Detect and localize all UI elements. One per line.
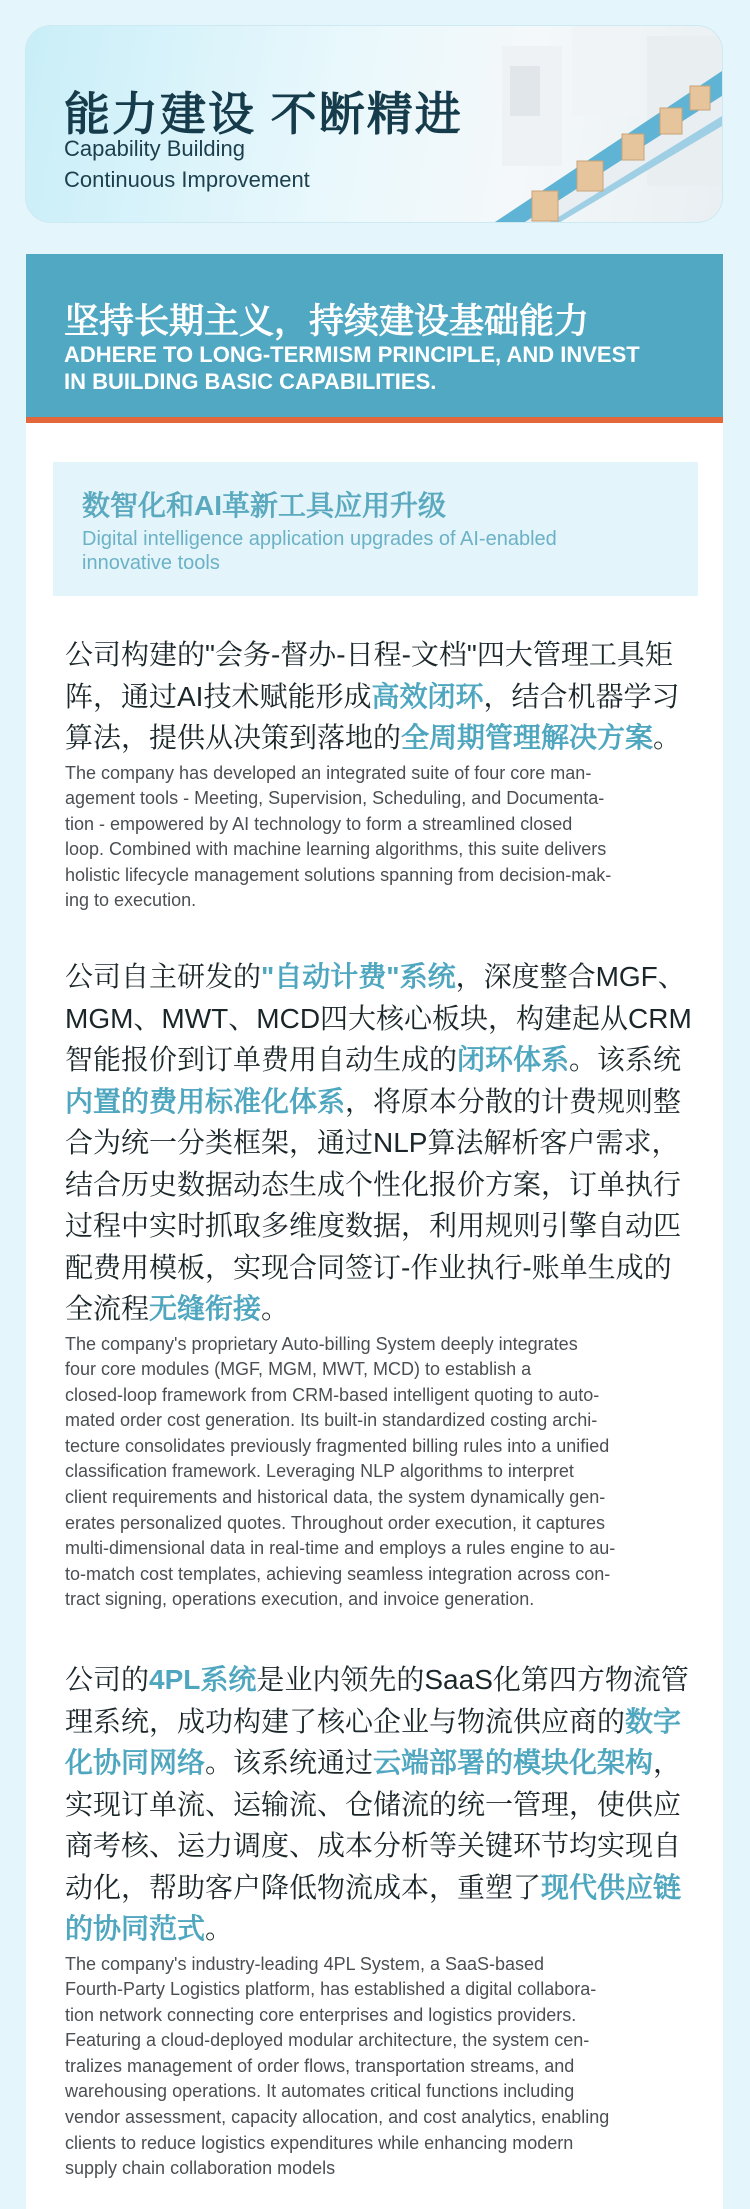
- chinese-text-line: [65, 1247, 705, 1289]
- highlighted-phrase: 数字: [625, 1705, 682, 1737]
- highlighted-phrase: "自动计费"系统: [261, 961, 456, 992]
- chinese-text-line: [65, 956, 705, 998]
- text-segment: 公司的: [65, 1664, 150, 1695]
- english-text-line: mated order cost generation. Its built-in standardized costing archi-: [65, 1410, 598, 1431]
- chinese-text-line: [65, 1908, 705, 1950]
- chinese-text-line: [65, 1659, 705, 1701]
- english-text-line: The company's proprietary Auto-billing System deeply integrates: [65, 1333, 578, 1354]
- english-text-line: clients to reduce logistics expenditures while enhancing modern: [65, 2132, 574, 2153]
- text-segment: 实现订单流、运输流、仓储流的统一管理，使供应: [65, 1788, 682, 1820]
- text-segment: 。该系统: [569, 1044, 682, 1075]
- hero-title: 能力建设 不断精进: [64, 88, 463, 140]
- chinese-text-line: [65, 1742, 705, 1784]
- highlighted-phrase: 闭环体系: [457, 1044, 570, 1075]
- conveyor-belt-illustration: [432, 26, 722, 223]
- text-segment: 。: [205, 1913, 234, 1944]
- text-segment: ，结合机器学习: [483, 680, 680, 712]
- banner-subtitle-line: IN BUILDING BASIC CAPABILITIES.: [64, 369, 437, 394]
- highlighted-phrase: 内置的费用标准化体系: [65, 1085, 346, 1117]
- hero-subtitle-line: Continuous Improvement: [64, 167, 310, 192]
- english-text-line: tion - empowered by AI technology to form a streamlined closed: [65, 813, 573, 834]
- english-text-line: ing to execution.: [65, 890, 197, 911]
- chinese-text-line: [65, 1039, 705, 1081]
- english-text-line: The company's industry-leading 4PL System, a SaaS-based: [65, 1953, 545, 1974]
- text-segment: 配费用模板，实现合同签订-作业执行-账单生成的: [65, 1251, 672, 1283]
- text-segment: 过程中实时抓取多维度数据，利用规则引擎自动匹: [65, 1210, 682, 1241]
- text-segment: 商考核、运力调度、成本分析等关键环节均实现自: [65, 1830, 682, 1861]
- chinese-text-line: [65, 1825, 705, 1867]
- hero-card: [25, 25, 723, 223]
- text-segment: 算法，提供从决策到落地的: [65, 722, 402, 753]
- chinese-text-line: [65, 1288, 705, 1330]
- chinese-text-line: [65, 1701, 705, 1743]
- english-text-line: tract signing, operations execution, and invoice generation.: [65, 1589, 535, 1610]
- chinese-text-line: [65, 1867, 705, 1909]
- subsection-header: [53, 462, 698, 596]
- english-text-line: vendor assessment, capacity allocation, and cost analytics, enabling: [65, 2107, 610, 2128]
- text-segment: 理系统，成功构建了核心企业与物流供应商的: [65, 1705, 626, 1737]
- text-segment: 是业内领先的SaaS化第四方物流管: [256, 1664, 689, 1695]
- text-segment: 公司自主研发的: [65, 961, 262, 992]
- highlighted-phrase: 全周期管理解决方案: [401, 722, 654, 753]
- highlighted-phrase: 化协同网络: [65, 1747, 206, 1778]
- english-text-line: four core modules (MGF, MGM, MWT, MCD) to establish a: [65, 1359, 532, 1380]
- chinese-text-line: [65, 717, 705, 759]
- text-segment: ，深度整合MGF、: [455, 961, 686, 992]
- english-text-line: client requirements and historical data, the system dynamically gen-: [65, 1487, 606, 1508]
- english-text-line: warehousing operations. It automates critical functions including: [65, 2081, 575, 2102]
- english-text-line: to-match cost templates, achieving seamless integration across con-: [65, 1563, 611, 1584]
- highlighted-phrase: 云端部署的模块化架构: [373, 1747, 654, 1778]
- text-segment: 结合历史数据动态生成个性化报价方案，订单执行: [65, 1168, 682, 1200]
- text-segment: 。: [261, 1293, 290, 1324]
- english-text-line: agement tools - Meeting, Supervision, Scheduling, and Documenta-: [65, 788, 605, 809]
- subsection-subtitle-line: Digital intelligence application upgrades of AI-enabled: [82, 528, 557, 550]
- banner-title: 坚持长期主义，持续建设基础能力: [64, 302, 590, 341]
- english-text-line: tion network connecting core enterprises and logistics providers.: [65, 2004, 577, 2025]
- chinese-text-line: [65, 998, 705, 1040]
- subsection-subtitle-line: innovative tools: [82, 552, 220, 574]
- paragraph-auto-billing: [65, 956, 705, 1613]
- paragraph-4pl-system: [65, 1659, 705, 2182]
- english-text-line: The company has developed an integrated suite of four core man-: [65, 762, 592, 783]
- chinese-text-line: [65, 1081, 705, 1123]
- text-segment: ，将原本分散的计费规则整: [345, 1085, 682, 1117]
- text-segment: 公司构建的"会务-督办-日程-文档"四大管理工具矩: [65, 639, 673, 670]
- english-text-line: multi-dimensional data in real-time and employs a rules engine to au-: [65, 1538, 616, 1559]
- banner-subtitle-line: ADHERE TO LONG-TERMISM PRINCIPLE, AND INVEST: [64, 342, 640, 367]
- highlighted-phrase: 无缝衔接: [149, 1293, 262, 1324]
- highlighted-phrase: 4PL系统: [149, 1664, 257, 1695]
- english-text-line: Fourth-Party Logistics platform, has established a digital collabora-: [65, 1979, 597, 2000]
- chinese-text-line: [65, 1122, 705, 1164]
- text-segment: ，: [653, 1747, 682, 1778]
- chinese-text-line: [65, 676, 705, 718]
- english-text-line: tralizes management of order flows, transportation streams, and: [65, 2055, 575, 2076]
- text-segment: MGM、MWT、MCD四大核心板块，构建起从CRM: [65, 1002, 692, 1034]
- text-segment: 。: [653, 722, 682, 753]
- english-text-line: classification framework. Leveraging NLP algorithms to interpret: [65, 1461, 574, 1482]
- highlighted-phrase: 的协同范式: [65, 1913, 206, 1944]
- chinese-text-line: [65, 1205, 705, 1247]
- english-text-line: supply chain collaboration models: [65, 2158, 336, 2179]
- english-text-line: holistic lifecycle management solutions spanning from decision-mak-: [65, 864, 612, 885]
- english-text-line: erates personalized quotes. Throughout order execution, it captures: [65, 1512, 605, 1533]
- text-segment: 智能报价到订单费用自动生成的: [65, 1044, 458, 1075]
- chinese-text-line: [65, 634, 705, 676]
- english-text-line: closed-loop framework from CRM-based intelligent quoting to auto-: [65, 1384, 600, 1405]
- text-segment: 合为统一分类框架，通过NLP算法解析客户需求，: [65, 1127, 680, 1158]
- hero-subtitle-line: Capability Building: [64, 136, 245, 161]
- chinese-text-line: [65, 1164, 705, 1206]
- english-text-line: Featuring a cloud-deployed modular architecture, the system cen-: [65, 2030, 590, 2051]
- english-text-line: loop. Combined with machine learning algorithms, this suite delivers: [65, 839, 607, 860]
- subsection-title: 数智化和AI革新工具应用升级: [82, 490, 447, 521]
- text-segment: 全流程: [65, 1293, 150, 1324]
- paragraph-tools-matrix: [65, 634, 705, 914]
- text-segment: 动化，帮助客户降低物流成本，重塑了: [65, 1871, 542, 1903]
- chinese-text-line: [65, 1784, 705, 1826]
- highlighted-phrase: 高效闭环: [371, 680, 484, 712]
- text-segment: 。该系统通过: [205, 1747, 374, 1778]
- section-banner: [26, 254, 723, 417]
- english-text-line: tecture consolidates previously fragmented billing rules into a unified: [65, 1435, 610, 1456]
- text-segment: 阵，通过AI技术赋能形成: [65, 680, 372, 712]
- highlighted-phrase: 现代供应链: [541, 1871, 682, 1903]
